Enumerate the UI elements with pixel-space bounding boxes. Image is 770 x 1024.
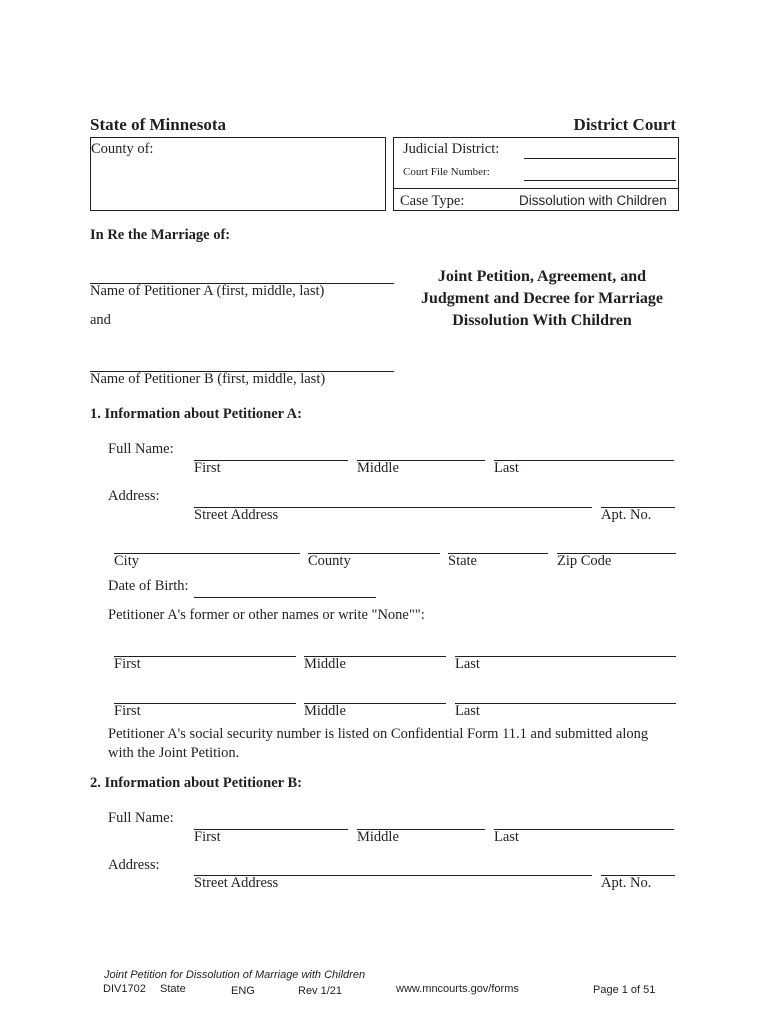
footer-form-title: Joint Petition for Dissolution of Marriage with Children (104, 969, 366, 981)
petitioner-b-name-label: Name of Petitioner B (first, middle, last) (90, 371, 326, 387)
a-last-label: Last (494, 460, 519, 476)
a-state-label: State (448, 553, 477, 569)
a-middle-label: Middle (357, 460, 399, 476)
a-address-label: Address: (108, 488, 160, 504)
a-apt-label: Apt. No. (601, 507, 652, 523)
a-former-first-label-2: First (114, 703, 141, 719)
case-type-value: Dissolution with Children (519, 193, 667, 208)
box-divider (393, 188, 679, 189)
and-label: and (90, 312, 111, 328)
document-title-line-1: Joint Petition, Agreement, and (437, 268, 647, 285)
a-former-middle-label-1: Middle (304, 656, 346, 672)
a-ssn-note-line-1: Petitioner A's social security number is listed on Confidential Form 11.1 and submitted along (108, 726, 649, 742)
a-former-last-label-2: Last (455, 703, 480, 719)
footer-rev: Rev 1/21 (298, 985, 343, 997)
court-file-label: Court File Number: (403, 166, 490, 178)
a-city-label: City (114, 553, 139, 569)
footer-form-code: DIV1702 (103, 983, 146, 995)
court-file-field[interactable] (524, 180, 676, 181)
a-last-name-field[interactable] (494, 460, 674, 461)
b-last-name-field[interactable] (494, 829, 674, 830)
a-former-last-field-1[interactable] (455, 656, 676, 657)
footer-page: Page 1 of 51 (593, 984, 656, 996)
a-former-last-field-2[interactable] (455, 703, 676, 704)
a-street-label: Street Address (194, 507, 279, 523)
b-address-label: Address: (108, 857, 160, 873)
case-type-label: Case Type: (400, 193, 465, 209)
footer-lang: ENG (231, 985, 255, 997)
a-former-first-field-2[interactable] (114, 703, 296, 704)
court-info-box (393, 137, 679, 211)
a-ssn-note-line-2: with the Joint Petition. (108, 745, 240, 761)
a-city-field[interactable] (114, 553, 300, 554)
judicial-district-label: Judicial District: (403, 141, 500, 157)
b-street-label: Street Address (194, 875, 279, 891)
b-middle-label: Middle (357, 829, 399, 845)
petitioner-a-name-label: Name of Petitioner A (first, middle, last) (90, 283, 325, 299)
footer-url[interactable]: www.mncourts.gov/forms (396, 983, 519, 995)
section-2-heading: 2. Information about Petitioner B: (90, 775, 302, 791)
b-first-label: First (194, 829, 221, 845)
judicial-district-field[interactable] (524, 158, 676, 159)
document-title-line-3: Dissolution With Children (452, 312, 632, 329)
section-1-heading: 1. Information about Petitioner A: (90, 406, 302, 422)
court-heading: District Court (573, 115, 676, 134)
state-heading: State of Minnesota (90, 115, 226, 134)
a-former-names-label: Petitioner A's former or other names or write "None"": (108, 607, 425, 623)
a-former-last-label-1: Last (455, 656, 480, 672)
a-zip-label: Zip Code (557, 553, 612, 569)
a-former-first-label-1: First (114, 656, 141, 672)
b-last-label: Last (494, 829, 519, 845)
a-former-first-field-1[interactable] (114, 656, 296, 657)
a-dob-label: Date of Birth: (108, 578, 189, 594)
b-apt-label: Apt. No. (601, 875, 652, 891)
a-county-label: County (308, 553, 351, 569)
county-label: County of: (91, 141, 154, 157)
a-former-middle-label-2: Middle (304, 703, 346, 719)
footer-state: State (160, 983, 186, 995)
document-title-line-2: Judgment and Decree for Marriage (420, 290, 663, 307)
a-full-name-label: Full Name: (108, 441, 174, 457)
a-first-label: First (194, 460, 221, 476)
county-box[interactable] (90, 137, 386, 211)
a-dob-field[interactable] (194, 597, 376, 598)
in-re-label: In Re the Marriage of: (90, 227, 231, 243)
b-full-name-label: Full Name: (108, 810, 174, 826)
